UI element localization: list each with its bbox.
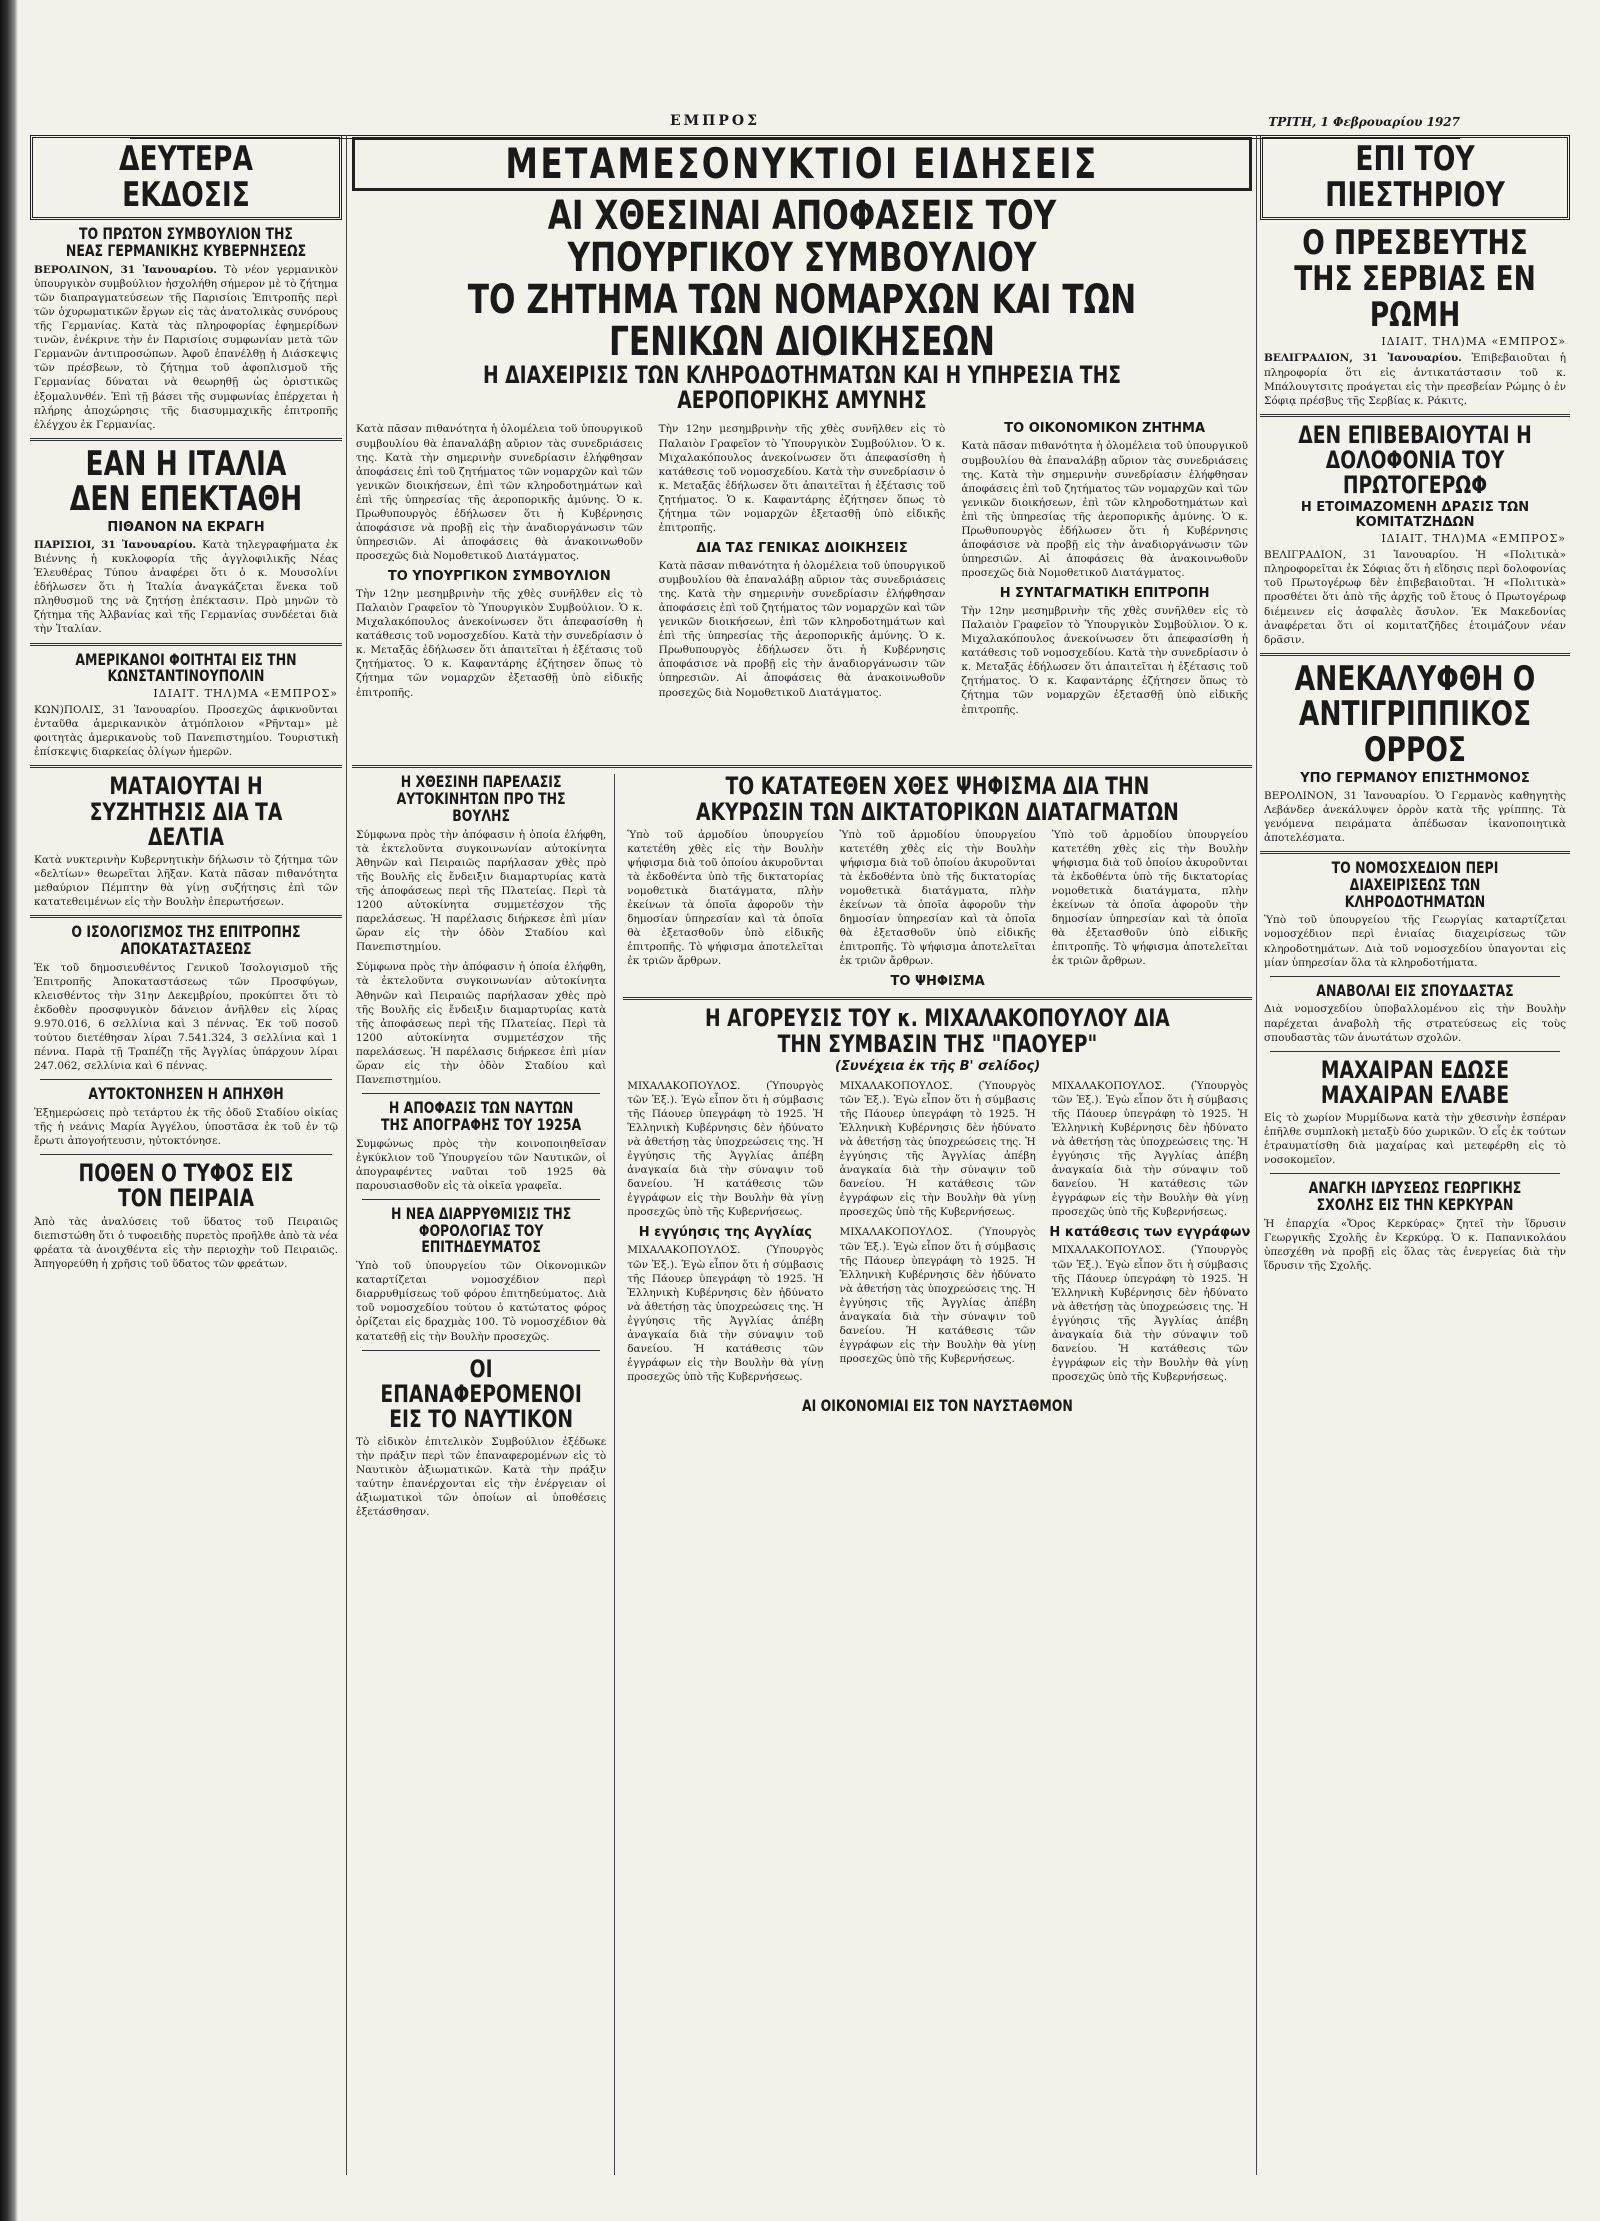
article-title: Η ΧΘΕΣΙΝΗ ΠΑΡΕΛΑΣΙΣ ΑΥΤΟΚΙΝΗΤΩΝ ΠΡΟ ΤΗΣ ΒΟΥΛΗΣ — [396, 774, 566, 826]
article-body: ΜΙΧΑΛΑΚΟΠΟΥΛΟΣ. (Ὑπουργὸς τῶν Ἐξ.). Ἐγὼ εἶπον ὅτι ἡ σύμβασις τῆς Πάουερ ὑπεγράφη τὸ 1925. Ἡ Ἑλληνικὴ Κυβέρνησις δὲν ἠδύνατο νὰ ἀθετήσῃ τὰς ὑποχρεώσεις της. Ἡ ἐγγύησις τῆς Ἀγγλίας ἀπέβη ἀναγκαία διὰ τὴν σύναψιν τοῦ δανείου. Ἡ κατάθεσις τῶν ἐγγράφων εἰς τὴν Βουλὴν θὰ γίνῃ προσεχῶς ὑπὸ τῆς Κυβερνήσεως. — [839, 1079, 1036, 1219]
article-subtitle: ΠΙΘΑΝΟΝ ΝΑ ΕΚΡΑΓΗ — [107, 520, 265, 536]
article-body: ΜΙΧΑΛΑΚΟΠΟΥΛΟΣ. (Ὑπουργὸς τῶν Ἐξ.). Ἐγὼ εἶπον ὅτι ἡ σύμβασις τῆς Πάουερ ὑπεγράφη τὸ 1925. Ἡ Ἑλληνικὴ Κυβέρνησις δὲν ἠδύνατο νὰ ἀθετήσῃ τὰς ὑποχρεώσεις της. Ἡ ἐγγύησις τῆς Ἀγγλίας ἀπέβη ἀναγκαία διὰ τὴν σύναψιν τοῦ δανείου. Ἡ κατάθεσις τῶν ἐγγράφων εἰς τὴν Βουλὴν θὰ γίνῃ προσεχῶς ὑπὸ τῆς Κυβερνήσεως. — [627, 1244, 824, 1384]
article-body: Τὴν 12ην μεσημβρινὴν τῆς χθὲς συνῆλθεν εἰς τὸ Παλαιὸν Γραφεῖον τὸ Ὑπουργικὸν Συμβούλιον. Ὁ κ. Μιχαλακόπουλος ἀνεκοίνωσεν ὅτι ἀπεφασίσθη ἡ κατάθεσις τοῦ νομοσχεδίου. Κατὰ τὴν συνεδρίασιν ὁ κ. Μεταξᾶς ἐδήλωσεν ὅτι ἀπαιτεῖται ἡ ἐξέτασις τοῦ ζητήματος. Ὁ κ. Καφαντάρης ἐζήτησεν ὅπως τὸ ζήτημα τῶν νομαρχῶν ἐξετασθῇ ὑπὸ εἰδικῆς ἐπιτροπῆς. — [961, 605, 1249, 716]
article-body: Κατὰ πᾶσαν πιθανότητα ἡ ὁλομέλεια τοῦ ὑπουργικοῦ συμβουλίου θὰ ἐπαναλάβῃ αὔριον τὰς συνεδριάσεις της. Κατὰ τὴν σημερινὴν συνεδρίασιν ἐλήφθησαν ἀποφάσεις ἐπὶ τοῦ ζητήματος τῶν νομαρχῶν καὶ τῶν γενικῶν διοικήσεων, ἐπὶ τῶν κληροδοτημάτων καὶ ἐπὶ τῆς ὑπηρεσίας τῆς ἀεροπορικῆς ἀμύνης. Ὁ κ. Πρωθυπουργὸς ἐδήλωσεν ὅτι ἡ Κυβέρνησις ἀποφάσισε νὰ προβῇ εἰς τὴν ἀναδιοργάνωσιν τῶν ὑπηρεσιῶν. Αἱ ἀποφάσεις θὰ ἀνακοινωθοῦν προσεχῶς διὰ Νομοθετικοῦ Διατάγματος. — [356, 423, 643, 563]
newspaper-name: ΕΜΠΡΟΣ — [670, 113, 761, 129]
article-body: ΜΙΧΑΛΑΚΟΠΟΥΛΟΣ. (Ὑπουργὸς τῶν Ἐξ.). Ἐγὼ εἶπον ὅτι ἡ σύμβασις τῆς Πάουερ ὑπεγράφη τὸ 1925. Ἡ Ἑλληνικὴ Κυβέρνησις δὲν ἠδύνατο νὰ ἀθετήσῃ τὰς ὑποχρεώσεις της. Ἡ ἐγγύησις τῆς Ἀγγλίας ἀπέβη ἀναγκαία διὰ τὴν σύναψιν τοῦ δανείου. Ἡ κατάθεσις τῶν ἐγγράφων εἰς τὴν Βουλὴν θὰ γίνῃ προσεχῶς ὑπὸ τῆς Κυβερνήσεως. — [839, 1226, 1036, 1366]
article-body: Ἐξημερώσεις πρὸ τετάρτου ἐκ τῆς ὁδοῦ Σταδίου οἰκίας τῆς ἡ νεάνις Μαρία Ἀγγέλου, ὑποστᾶσα ἐκ τοῦ ἐν τῷ ἔρωτι ἀπογοήτευσιν, ηὐτοκτόνησε. — [34, 1107, 338, 1148]
article-body: Διὰ νομοσχεδίου ὑποβαλλομένου εἰς τὴν Βουλὴν παρέχεται ἀναβολὴ τῆς στρατεύσεως εἰς τοὺς σπουδαστὰς τῶν ἀνωτάτων σχολῶν. — [1264, 1003, 1566, 1044]
article-body: Τὸ νέον γερμανικὸν ὑπουργικὸν συμβούλιον ἠσχολήθη σήμερον μὲ τὸ ζήτημα τῶν διαπραγματεύσεων τῆς Παρισίοις Ἐπιτροπῆς περὶ τῶν ὀχυρωματικῶν ἔργων εἰς τὰς ἀνατολικὰς συνόρους τῆς Γερμανίας. Κατὰ τὰς πληροφορίας ἐφημερίδων τινῶν, ἐνέκρινε τὴν ἐν Παρισίοις συμφωνίαν μετὰ τῶν Γερμανῶν ἀντιπροσώπων. Ἀφοῦ ἐπανέλθῃ ἡ Διάσκεψις τῶν πρέσβεων, τὸ ζήτημα τοῦ ἀφοπλισμοῦ τῆς Γερμανίας δύναται νὰ θεωρηθῇ ὡς ὁριστικῶς ἐξομαλυνθέν. Ἐπὶ τῇ βάσει τῆς συμφωνίας ἐπέρχεται ἡ πλήρης ἀποχώρησις τῆς διασυμμαχικῆς ἐπιτροπῆς ἐλέγχου ἐκ Γερμανίας. — [34, 263, 338, 431]
article-body: Ὑπὸ τοῦ ἁρμοδίου ὑπουργείου κατετέθη χθὲς εἰς τὴν Βουλὴν ψήφισμα διὰ τοῦ ὁποίου ἀκυροῦνται τὰ ἐκδοθέντα ὑπὸ τῆς δικτατορίας νομοθετικὰ διατάγματα, πλὴν ἐκείνων τὰ ὁποῖα ἀφοροῦν τὴν δημοσίαν ὑπηρεσίαν καὶ τὰ ὁποῖα θὰ ἐξετασθοῦν ὑπὸ εἰδικῆς ἐπιτροπῆς. Τὸ ψήφισμα ἀποτελεῖται ἐκ τριῶν ἄρθρων. — [839, 828, 1036, 968]
article-title: ΑΥΤΟΚΤΟΝΗΣΕΝ Η ΑΠΗΧΘΗ — [88, 1084, 284, 1104]
article-body: Σύμφωνα πρὸς τὴν ἀπόφασιν ἡ ὁποία ἐλήφθη, τὰ ἐκτελοῦντα συγκοινωνίαν αὐτοκίνητα Ἀθηνῶν καὶ Πειραιῶς παρήλασαν χθὲς πρὸ τῆς Βουλῆς εἰς ἔνδειξιν διαμαρτυρίας κατὰ τῆς ἀποφάσεως περὶ τῆς Πλατείας. Περὶ τὰ 1200 αὐτοκίνητα συμμετέσχον τῆς παρελάσεως. Ἡ παρέλασις διήρκεσε ἐπὶ μίαν ὥραν εἰς τὴν ὁδὸν Σταδίου καὶ Πανεπιστημίου. — [356, 828, 607, 954]
article-body: Σύμφωνα πρὸς τὴν ἀπόφασιν ἡ ὁποία ἐλήφθη, τὰ ἐκτελοῦντα συγκοινωνίαν αὐτοκίνητα Ἀθηνῶν καὶ Πειραιῶς παρήλασαν χθὲς πρὸ τῆς Βουλῆς εἰς ἔνδειξιν διαμαρτυρίας κατὰ τῆς ἀποφάσεως περὶ τῆς Πλατείας. Περὶ τὰ 1200 αὐτοκίνητα συμμετέσχον τῆς παρελάσεως. Ἡ παρέλασις διήρκεσε ἐπὶ μίαν ὥραν εἰς τὴν ὁδὸν Σταδίου καὶ Πανεπιστημίου. — [356, 961, 607, 1086]
main-headline: ΑΙ ΧΘΕΣΙΝΑΙ ΑΠΟΦΑΣΕΙΣ ΤΟΥ ΥΠΟΥΡΓΙΚΟΥ ΣΥΜΒΟΥΛΙΟΥ — [547, 193, 1057, 282]
article-subtitle: Η ΕΤΟΙΜΑΖΟΜΕΝΗ ΔΡΑΣΙΣ ΤΩΝ ΚΟΜΙΤΑΤΖΗΔΩΝ — [1300, 500, 1530, 531]
article-title: Η ΑΠΟΦΑΣΙΣ ΤΩΝ ΝΑΥΤΩΝ ΤΗΣ ΑΠΟΓΡΑΦΗΣ ΤΟΥ 1925Α — [381, 1097, 582, 1134]
left-column — [30, 135, 342, 2175]
article-title: ΠΟΘΕΝ Ο ΤΥΦΟΣ ΕΙΣ ΤΟΝ ΠΕΙΡΑΙΑ — [78, 1159, 294, 1213]
article-body: ΚΩΝ)ΠΟΛΙΣ, 31 Ἰανουαρίου. Προσεχῶς ἀφικνοῦνται ἐνταῦθα ἀμερικανικὸν ἀτμόπλοιον «Ρῆνταμ» μὲ φοιτητὰς ἀμερικανοὺς τοῦ Πανεπιστημίου. Τουριστικὴ ἐπίσκεψις διαρκείας ὀλίγων ἡμερῶν. — [34, 704, 338, 759]
article-title: ΑΜΕΡΙΚΑΝΟΙ ΦΟΙΤΗΤΑΙ ΕΙΣ ΤΗΝ ΚΩΝΣΤΑΝΤΙΝΟΥΠΟΛΙΝ — [75, 649, 297, 686]
dateline: ΒΕΛΙΓΡΑΔΙΟΝ, 31 Ἰανουαρίου. — [1264, 352, 1462, 365]
article-body: Ἐκ τοῦ δημοσιευθέντος Γενικοῦ Ἰσολογισμοῦ τῆς Ἐπιτροπῆς Ἀποκαταστάσεως τῶν Προσφύγων, κλεισθέντος τὴν 31ην Δεκεμβρίου, προκύπτει ὅτι τὸ ἐκδοθὲν προσφυγικὸν δάνειον ἀνῆλθεν εἰς λίρας 9.970.016, 6 σελλίνια καὶ 3 πέννας. Ἐκ τοῦ ποσοῦ τούτου διετέθησαν λίραι 7.541.324, 3 σελλίνια καὶ 1 πέννα. Παρὰ τῇ Τραπέζῃ τῆς Ἀγγλίας ὑπάρχουν λίραι 247.062, σελλίνια καὶ 6 πέννας. — [34, 961, 338, 1073]
continuation-note: (Συνέχεια ἐκ τῆς Β' σελίδος) — [835, 1058, 1041, 1074]
article-body: ΒΕΛΙΓΡΑΔΙΟΝ, 31 Ἰανουαρίου. Ἡ «Πολιτικὰ» πληροφορεῖται ἐκ Σόφιας ὅτι ἡ εἴδησις περὶ δολοφονίας τοῦ Πρωτογέρωφ δὲν ἐπιβεβαιοῦται. Ἡ «Πολιτικὰ» προσθέτει ὅτι ἀπὸ τῆς ἀρχῆς τοῦ ἔτους ὁ Πρωτογέρωφ διέμεινεν εἰς ἀσφαλὲς ἄσυλον. Ἐκ Μακεδονίας ἀναφέρεται ὅτι οἱ κομιτατζῆδες ἑτοιμάζουν νέαν δρᾶσιν. — [1264, 549, 1566, 646]
article-body: Ὑπὸ τοῦ ἁρμοδίου ὑπουργείου κατετέθη χθὲς εἰς τὴν Βουλὴν ψήφισμα διὰ τοῦ ὁποίου ἀκυροῦνται τὰ ἐκδοθέντα ὑπὸ τῆς δικτατορίας νομοθετικὰ διατάγματα, πλὴν ἐκείνων τὰ ὁποῖα ἀφοροῦν τὴν δημοσίαν ὑπηρεσίαν καὶ τὰ ὁποῖα θὰ ἐξετασθοῦν ὑπὸ εἰδικῆς ἐπιτροπῆς. Τὸ ψήφισμα ἀποτελεῖται ἐκ τριῶν ἄρθρων. — [1051, 828, 1248, 968]
article-title: ΤΟ ΝΟΜΟΣΧΕΔΙΟΝ ΠΕΡΙ ΔΙΑΧΕΙΡΙΣΕΩΣ ΤΩΝ ΚΛΗΡΟΔΟΤΗΜΑΤΩΝ — [1331, 858, 1499, 911]
article-title: ΑΙ ΟΙΚΟΝΟΜΙΑΙ ΕΙΣ ΤΟΝ ΝΑΥΣΤΑΘΜΟΝ — [802, 1396, 1074, 1416]
article-title: ΜΑΤΑΙΟΥΤΑΙ Η ΣΥΖΗΤΗΣΙΣ ΔΙΑ ΤΑ ΔΕΛΤΙΑ — [89, 772, 283, 851]
section-subhead: ΔΙΑ ΤΑΣ ΓΕΝΙΚΑΣ ΔΙΟΙΚΗΣΕΙΣ — [696, 540, 908, 556]
center-section — [352, 135, 1252, 2175]
column-rule — [346, 135, 347, 2175]
edition-label: ΔΕΥΤΕΡΑ ΕΚΔΟΣΙΣ — [118, 139, 254, 215]
article-body: ΜΙΧΑΛΑΚΟΠΟΥΛΟΣ. (Ὑπουργὸς τῶν Ἐξ.). Ἐγὼ εἶπον ὅτι ἡ σύμβασις τῆς Πάουερ ὑπεγράφη τὸ 1925. Ἡ Ἑλληνικὴ Κυβέρνησις δὲν ἠδύνατο νὰ ἀθετήσῃ τὰς ὑποχρεώσεις της. Ἡ ἐγγύησις τῆς Ἀγγλίας ἀπέβη ἀναγκαία διὰ τὴν σύναψιν τοῦ δανείου. Ἡ κατάθεσις τῶν ἐγγράφων εἰς τὴν Βουλὴν θὰ γίνῃ προσεχῶς ὑπὸ τῆς Κυβερνήσεως. — [627, 1079, 824, 1219]
article-body: Ὑπὸ τοῦ ὑπουργείου τῶν Οἰκονομικῶν καταρτίζεται νομοσχέδιον περὶ διαρρυθμίσεως τοῦ φόρου ἐπιτηδεύματος. Διὰ τοῦ νομοσχεδίου τούτου ὁ κατώτατος φόρος ὁρίζεται εἰς δραχμὰς 100. Τὸ νομοσχέδιον θὰ κατατεθῇ εἰς τὴν Βουλὴν προσεχῶς. — [356, 1260, 607, 1343]
article-body: Κατὰ τηλεγραφήματα ἐκ Βιέννης ἡ κυκλοφορία τῆς ἀγγλοφιλικῆς Νέας Ἐλευθέρας Τύπου ἀναφέρει ὅτι ὁ κ. Μουσολίνι ἐδήλωσεν ὅτι ἡ Ἰταλία ἀναγκάζεται ἕνεκα τοῦ πληθυσμοῦ της νὰ ζητήσῃ ἐπέκτασιν. Πρὸ μηνῶν τὸ ζήτημα τῆς Ἀλβανίας καὶ τῆς Γερμανίας συνδέεται διὰ τὴν Ἰταλίαν. — [34, 539, 338, 636]
article-body: Ὑπὸ τοῦ ὑπουργείου τῆς Γεωργίας καταρτίζεται νομοσχέδιον περὶ ἑνιαίας διαχειρίσεως τῶν κληροδοτημάτων. Διὰ τοῦ νομοσχεδίου ὑπαγονται εἰς μίαν ὑπηρεσίαν ὅλα τὰ κληροδοτήματα. — [1264, 914, 1566, 969]
dateline: ΒΕΡΟΛΙΝΟΝ, 31 Ἰανουαρίου. — [34, 263, 217, 276]
article-body: ΜΙΧΑΛΑΚΟΠΟΥΛΟΣ. (Ὑπουργὸς τῶν Ἐξ.). Ἐγὼ εἶπον ὅτι ἡ σύμβασις τῆς Πάουερ ὑπεγράφη τὸ 1925. Ἡ Ἑλληνικὴ Κυβέρνησις δὲν ἠδύνατο νὰ ἀθετήσῃ τὰς ὑποχρεώσεις της. Ἡ ἐγγύησις τῆς Ἀγγλίας ἀπέβη ἀναγκαία διὰ τὴν σύναψιν τοῦ δανείου. Ἡ κατάθεσις τῶν ἐγγράφων εἰς τὴν Βουλὴν θὰ γίνῃ προσεχῶς ὑπὸ τῆς Κυβερνήσεως. — [1051, 1244, 1248, 1384]
main-headline-2: ΤΟ ΖΗΤΗΜΑ ΤΩΝ ΝΟΜΑΡΧΩΝ ΚΑΙ ΤΩΝ ΓΕΝΙΚΩΝ ΔΙΟΙΚΗΣΕΩΝ — [467, 277, 1137, 366]
section-subhead: ΤΟ ΨΗΦΙΣΜΑ — [890, 974, 985, 990]
article-title: ΜΑΧΑΙΡΑΝ ΕΔΩΣΕ ΜΑΧΑΙΡΑΝ ΕΛΑΒΕ — [1320, 1055, 1510, 1109]
source-line: ΙΔΙΑΙΤ. ΤΗΛ)ΜΑ «ΕΜΠΡΟΣ» — [1381, 532, 1566, 546]
article-body: Κατὰ πᾶσαν πιθανότητα ἡ ὁλομέλεια τοῦ ὑπουργικοῦ συμβουλίου θὰ ἐπαναλάβῃ αὔριον τὰς συνεδριάσεις της. Κατὰ τὴν σημερινὴν συνεδρίασιν ἐλήφθησαν ἀποφάσεις ἐπὶ τοῦ ζητήματος τῶν νομαρχῶν καὶ τῶν γενικῶν διοικήσεων, ἐπὶ τῶν κληροδοτημάτων καὶ ἐπὶ τῆς ὑπηρεσίας τῆς ἀεροπορικῆς ἀμύνης. Ὁ κ. Πρωθυπουργὸς ἐδήλωσεν ὅτι ἡ Κυβέρνησις ἀποφάσισε νὰ προβῇ εἰς τὴν ἀναδιοργάνωσιν τῶν ὑπηρεσιῶν. Αἱ ἀποφάσεις θὰ ἀνακοινωθοῦν προσεχῶς διὰ Νομοθετικοῦ Διατάγματος. — [658, 559, 946, 699]
article-title: ΔΕΝ ΕΠΙΒΕΒΑΙΟΥΤΑΙ Η ΔΟΛΟΦΟΝΙΑ ΤΟΥ ΠΡΩΤΟΓΕΡΩΦ — [1298, 420, 1532, 500]
article-title: ΤΟ ΠΡΩΤΟΝ ΣΥΜΒΟΥΛΙΟΝ ΤΗΣ ΝΕΑΣ ΓΕΡΜΑΝΙΚΗΣ ΚΥΒΕΡΝΗΣΕΩΣ — [65, 224, 307, 261]
article-body: Εἰς τὸ χωρίον Μυρμίδωνα κατὰ τὴν χθεσινὴν ἑσπέραν ἐπῆλθε συμπλοκὴ μεταξὺ δύο χωρικῶν. Ὁ εἷς ἐκ τούτων ἐτραυματίσθη διὰ μαχαίρας καὶ μετεφέρθη εἰς τὸ νοσοκομεῖον. — [1264, 1112, 1566, 1167]
newspaper-page — [30, 95, 1570, 2195]
article-title: Ο ΠΡΕΣΒΕΥΤΗΣ ΤΗΣ ΣΕΡΒΙΑΣ ΕΝ ΡΩΜΗ — [1294, 223, 1536, 335]
article-body: Ὑπὸ τοῦ ἁρμοδίου ὑπουργείου κατετέθη χθὲς εἰς τὴν Βουλὴν ψήφισμα διὰ τοῦ ὁποίου ἀκυροῦνται τὰ ἐκδοθέντα ὑπὸ τῆς δικτατορίας νομοθετικὰ διατάγματα, πλὴν ἐκείνων τὰ ὁποῖα ἀφοροῦν τὴν δημοσίαν ὑπηρεσίαν καὶ τὰ ὁποῖα θὰ ἐξετασθοῦν ὑπὸ εἰδικῆς ἐπιτροπῆς. Τὸ ψήφισμα ἀποτελεῖται ἐκ τριῶν ἄρθρων. — [627, 828, 824, 968]
column-rule — [1256, 135, 1257, 2175]
article-body: Κατὰ νυκτερινὴν Κυβερνητικὴν δήλωσιν τὸ ζήτημα τῶν «δελτίων» θεωρεῖται λῆξαν. Κατὰ πᾶσαν πιθανότητα μεθαύριον Πέμπτην θὰ γίνῃ συζήτησις ἐπὶ τῶν κατατεθειμένων εἰς τὴν Βουλὴν ἐπερωτήσεων. — [34, 853, 338, 909]
article-title: ΑΝΑΓΚΗ ΙΔΡΥΣΕΩΣ ΓΕΩΡΓΙΚΗΣ ΣΧΟΛΗΣ ΕΙΣ ΤΗΝ ΚΕΡΚΥΡΑΝ — [1308, 1178, 1522, 1215]
article-body: ΜΙΧΑΛΑΚΟΠΟΥΛΟΣ. (Ὑπουργὸς τῶν Ἐξ.). Ἐγὼ εἶπον ὅτι ἡ σύμβασις τῆς Πάουερ ὑπεγράφη τὸ 1925. Ἡ Ἑλληνικὴ Κυβέρνησις δὲν ἠδύνατο νὰ ἀθετήσῃ τὰς ὑποχρεώσεις της. Ἡ ἐγγύησις τῆς Ἀγγλίας ἀπέβη ἀναγκαία διὰ τὴν σύναψιν τοῦ δανείου. Ἡ κατάθεσις τῶν ἐγγράφων εἰς τὴν Βουλὴν θὰ γίνῃ προσεχῶς ὑπὸ τῆς Κυβερνήσεως. — [1051, 1079, 1248, 1219]
main-headline-3: Η ΔΙΑΧΕΙΡΙΣΙΣ ΤΩΝ ΚΛΗΡΟΔΟΤΗΜΑΤΩΝ ΚΑΙ Η ΥΠΗΡΕΣΙΑ ΤΗΣ ΑΕΡΟΠΟΡΙΚΗΣ ΑΜΥΝΗΣ — [482, 361, 1122, 415]
article-title: Η ΑΓΟΡΕΥΣΙΣ ΤΟΥ κ. ΜΙΧΑΛΑΚΟΠΟΥΛΟΥ ΔΙΑ ΤΗΝ ΣΥΜΒΑΣΙΝ ΤΗΣ "ΠΑΟΥΕΡ" — [705, 1004, 1170, 1058]
article-subtitle: ΥΠΟ ΓΕΡΜΑΝΟΥ ΕΠΙΣΤΗΜΟΝΟΣ — [1300, 770, 1530, 786]
article-body: Τὴν 12ην μεσημβρινὴν τῆς χθὲς συνῆλθεν εἰς τὸ Παλαιὸν Γραφεῖον τὸ Ὑπουργικὸν Συμβούλιον. Ὁ κ. Μιχαλακόπουλος ἀνεκοίνωσεν ὅτι ἀπεφασίσθη ἡ κατάθεσις τοῦ νομοσχεδίου. Κατὰ τὴν συνεδρίασιν ὁ κ. Μεταξᾶς ἐδήλωσεν ὅτι ἀπαιτεῖται ἡ ἐξέτασις τοῦ ζητήματος. Ὁ κ. Καφαντάρης ἐζήτησεν ὅπως τὸ ζήτημα τῶν νομαρχῶν ἐξετασθῇ ὑπὸ εἰδικῆς ἐπιτροπῆς. — [356, 588, 643, 699]
article-title: ΑΝΕΚΑΛΥΦΘΗ Ο ΑΝΤΙΓΡΙΠΠΙΚΟΣ ΟΡΡΟΣ — [1294, 658, 1536, 771]
article-body: Ἀπὸ τὰς ἀναλύσεις τοῦ ὕδατος τοῦ Πειραιῶς διεπιστώθη ὅτι ὁ τυφοειδὴς πυρετὸς προῆλθε ἀπὸ τὰ νέα φρέατα τὰ ἀνοιχθέντα εἰς τὴν περιοχὴν τοῦ Πειραιῶς. Ἀπηγορεύθη ἡ χρῆσις τοῦ ὕδατος τῶν φρεάτων. — [34, 1215, 338, 1270]
article-body: Ἡ ἐπαρχία «Ὄρος Κερκύρας» ζητεῖ τὴν ἵδρυσιν Γεωργικῆς Σχολῆς ἐν Κερκύρᾳ. Ὁ κ. Παπανικολάου ὑπεσχέθη νὰ προβῇ εἰς ὅλας τὰς ἐνεργείας διὰ τὴν ἵδρυσιν τῆς Σχολῆς. — [1264, 1217, 1566, 1273]
right-column — [1260, 135, 1570, 2175]
section-subhead: ΤΟ ΟΙΚΟΝΟΜΙΚΟΝ ΖΗΤΗΜΑ — [1004, 421, 1206, 437]
article-title: ΑΝΑΒΟΛΑΙ ΕΙΣ ΣΠΟΥΔΑΣΤΑΣ — [1316, 980, 1514, 1000]
section-subhead: Η ΣΥΝΤΑΓΜΑΤΙΚΗ ΕΠΙΤΡΟΠΗ — [999, 586, 1210, 602]
article-body: Κατὰ πᾶσαν πιθανότητα ἡ ὁλομέλεια τοῦ ὑπουργικοῦ συμβουλίου θὰ ἐπαναλάβῃ αὔριον τὰς συνεδριάσεις της. Κατὰ τὴν σημερινὴν συνεδρίασιν ἐλήφθησαν ἀποφάσεις ἐπὶ τοῦ ζητήματος τῶν νομαρχῶν καὶ τῶν γενικῶν διοικήσεων, ἐπὶ τῶν κληροδοτημάτων καὶ ἐπὶ τῆς ὑπηρεσίας τῆς ἀεροπορικῆς ἀμύνης. Ὁ κ. Πρωθυπουργὸς ἐδήλωσεν ὅτι ἡ Κυβέρνησις ἀποφάσισε νὰ προβῇ εἰς τὴν ἀναδιοργάνωσιν τῶν ὑπηρεσιῶν. Αἱ ἀποφάσεις θὰ ἀνακοινωθοῦν προσεχῶς διὰ Νομοθετικοῦ Διατάγματος. — [961, 440, 1249, 580]
source-line: ΙΔΙΑΙΤ. ΤΗΛ)ΜΑ «ΕΜΠΡΟΣ» — [1381, 335, 1566, 349]
article-body: Τὸ εἰδικὸν ἐπιτελικὸν Συμβούλιον ἐξέδωκε τὴν πράξιν περὶ τῶν ἐπαναφερομένων εἰς τὸ Ναυτικὸν ἀξιωματικῶν. Κατὰ τὴν πράξιν ταύτην ἐπανέρχονται εἰς τὴν ἐνέργειαν οἱ ἀξιωματικοὶ τῶν ὁποίων αἱ ὑποθέσεις ἐξετάσθησαν. — [356, 1436, 607, 1519]
issue-date: ΤΡΙΤΗ, 1 Φεβρουαρίου 1927 — [1268, 115, 1460, 129]
section-label: ΕΠΙ ΤΟΥ ΠΙΕΣΤΗΡΙΟΥ — [1325, 139, 1505, 215]
article-body: Τὴν 12ην μεσημβρινὴν τῆς χθὲς συνῆλθεν εἰς τὸ Παλαιὸν Γραφεῖον τὸ Ὑπουργικὸν Συμβούλιον. Ὁ κ. Μιχαλακόπουλος ἀνεκοίνωσεν ὅτι ἀπεφασίσθη ἡ κατάθεσις τοῦ νομοσχεδίου. Κατὰ τὴν συνεδρίασιν ὁ κ. Μεταξᾶς ἐδήλωσεν ὅτι ἀπαιτεῖται ἡ ἐξέτασις τοῦ ζητήματος. Ὁ κ. Καφαντάρης ἐζήτησεν ὅπως τὸ ζήτημα τῶν νομαρχῶν ἐξετασθῇ ὑπὸ εἰδικῆς ἐπιτροπῆς. — [658, 423, 946, 534]
banner-headline: ΜΕΤΑΜΕΣΟΝΥΚΤΙΟΙ ΕΙΔΗΣΕΙΣ — [505, 139, 1099, 188]
source-line: ΙΔΙΑΙΤ. ΤΗΛ)ΜΑ «ΕΜΠΡΟΣ» — [153, 687, 338, 701]
article-body: Συμφώνως πρὸς τὴν κοινοποιηθεῖσαν ἐγκύκλιον τοῦ Ὑπουργείου τῶν Ναυτικῶν, οἱ ἀπογραφέντες ναῦται τοῦ 1925 θὰ παρουσιασθοῦν εἰς τὰ οἰκεῖα γραφεῖα. — [356, 1137, 607, 1192]
article-body: Ἐπιβεβαιοῦται ἡ πληροφορία ὅτι εἰς ἀντικατάστασιν τοῦ κ. Μπάλουγτσιτς προάγεται εἰς τὴν πρεσβείαν Ρώμης ὁ ἐν Σόφιᾳ πρέσβυς τῆς Σερβίας κ. Ράκιτς. — [1264, 352, 1566, 407]
article-title: ΟΙ ΕΠΑΝΑΦΕΡΟΜΕΝΟΙ ΕΙΣ ΤΟ ΝΑΥΤΙΚΟΝ — [380, 1354, 582, 1433]
article-title: Ο ΙΣΟΛΟΓΙΣΜΟΣ ΤΗΣ ΕΠΙΤΡΟΠΗΣ ΑΠΟΚΑΤΑΣΤΑΣΕΩΣ — [71, 922, 301, 958]
article-title: ΤΟ ΚΑΤΑΤΕΘΕΝ ΧΘΕΣ ΨΗΦΙΣΜΑ ΔΙΑ ΤΗΝ ΑΚΥΡΩΣΙΝ ΤΩΝ ΔΙΚΤΑΤΟΡΙΚΩΝ ΔΙΑΤΑΓΜΑΤΩΝ — [696, 774, 1179, 826]
section-subhead: Η κατάθεσις των εγγράφων — [1049, 1225, 1251, 1241]
section-subhead: ΤΟ ΥΠΟΥΡΓΙΚΟΝ ΣΥΜΒΟΥΛΙΟΝ — [387, 569, 611, 585]
page-binding-shadow — [0, 0, 18, 2221]
article-title: Η ΝΕΑ ΔΙΑΡΡΥΘΜΙΣΙΣ ΤΗΣ ΦΟΡΟΛΟΓΙΑΣ ΤΟΥ ΕΠΙΤΗΔΕΥΜΑΤΟΣ — [390, 1203, 572, 1257]
section-subhead: Η εγγύησις της Αγγλίας — [638, 1225, 812, 1241]
dateline: ΠΑΡΙΣΙΟΙ, 31 Ἰανουαρίου. — [34, 539, 197, 552]
article-title: ΕΑΝ Η ΙΤΑΛΙΑ ΔΕΝ ΕΠΕΚΤΑΘΗ — [69, 443, 303, 520]
article-body: ΒΕΡΟΛΙΝΟΝ, 31 Ἰανουαρίου. Ὁ Γερμανὸς καθηγητὴς Λεβάνδερ ἀνεκάλυψεν ὀρρὸν κατὰ τῆς γρίππης. Τὰ γενόμενα πειράματα ἀπέδωσαν ἱκανοποιητικὰ ἀποτελέσματα. — [1264, 789, 1566, 844]
